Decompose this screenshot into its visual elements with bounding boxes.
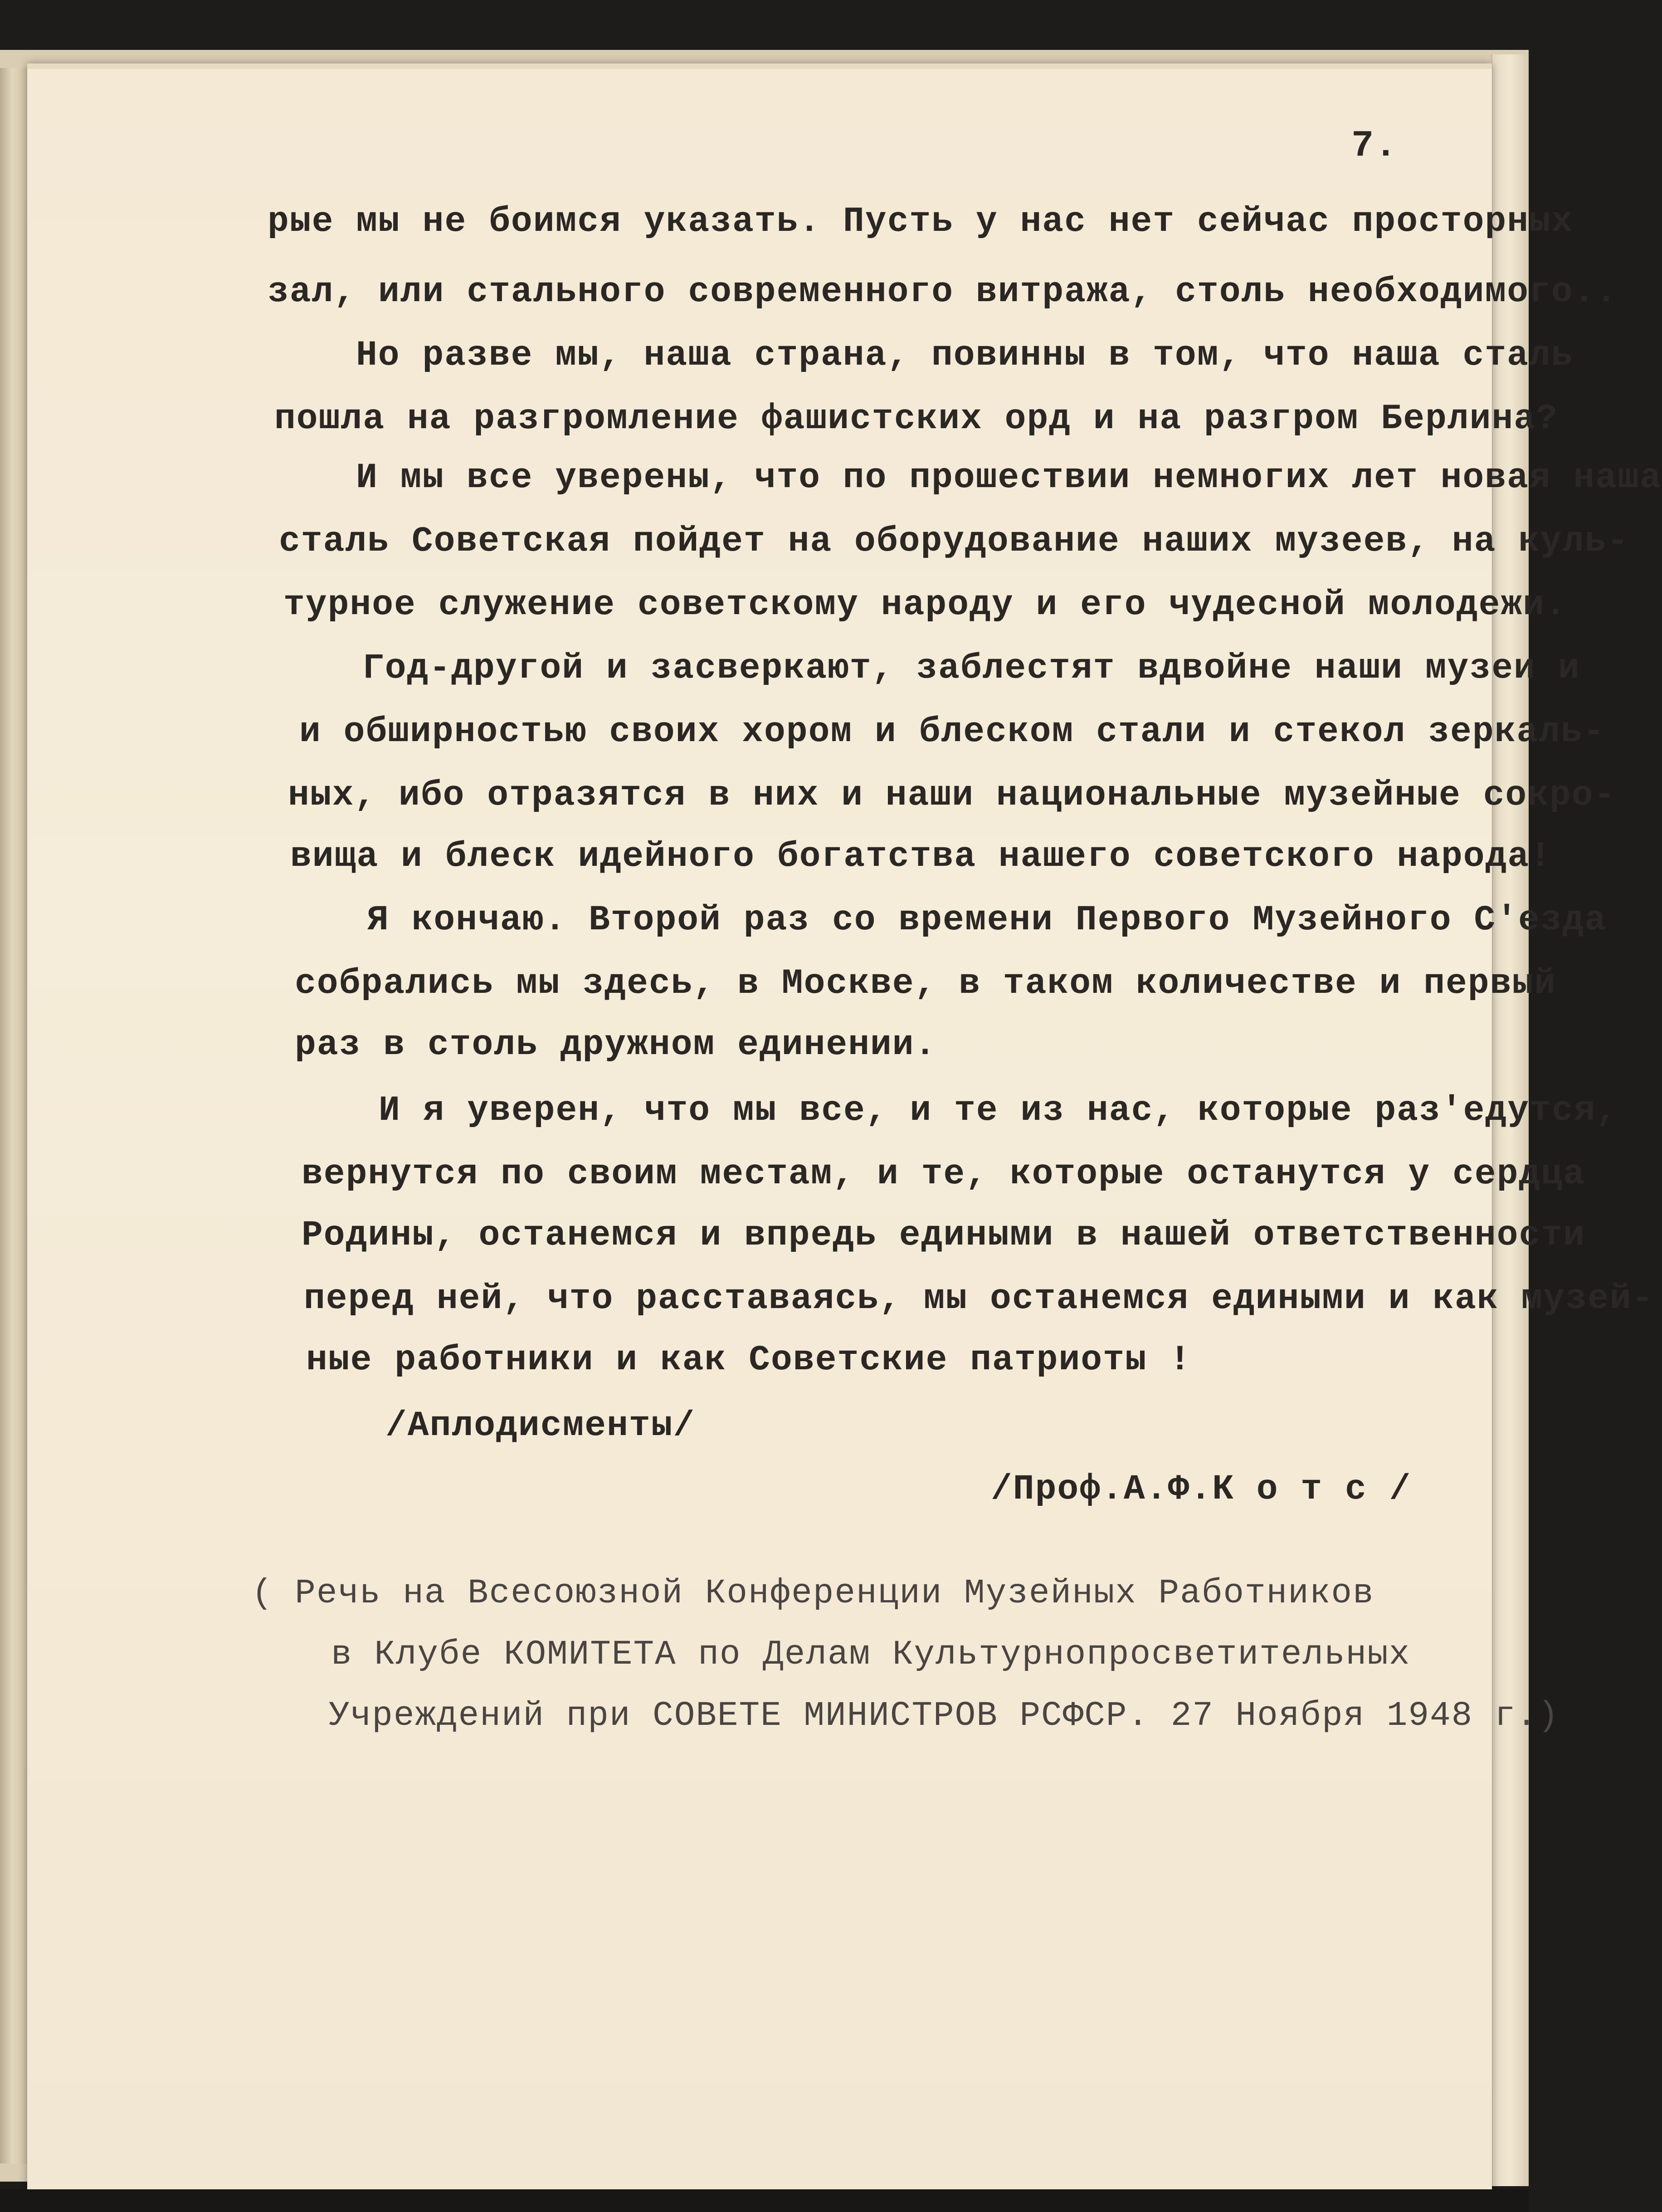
text-line-2: зал, или стального современного витража, столь необходимого.. bbox=[268, 272, 1618, 312]
text-line-11: вища и блеск идейного богатства нашего советского народа! bbox=[290, 837, 1552, 877]
text-line-18: перед ней, что расставаясь, мы останемся едиными и как музей- bbox=[304, 1279, 1654, 1319]
text-line-8: Год-другой и засверкают, заблестят вдвойне наши музеи и bbox=[363, 649, 1580, 689]
text-line-6: сталь Советская пойдет на оборудование наших музеев, на куль- bbox=[279, 522, 1629, 562]
text-line-4: пошла на разгромление фашистских орд и на разгром Берлина? bbox=[274, 399, 1558, 439]
text-line-5: И мы все уверены, что по прошествии немногих лет новая наша bbox=[356, 458, 1662, 498]
text-line-7: турное служение советскому народу и его чудесной молодежи. bbox=[283, 585, 1567, 625]
text-line-13: собрались мы здесь, в Москве, в таком количестве и первый bbox=[295, 964, 1557, 1004]
footnote-line-1: ( Речь на Всесоюзной Конференции Музейных Работников bbox=[252, 1574, 1374, 1613]
footnote-line-3: Учреждений при СОВЕТЕ МИНИСТРОВ РСФСР. 27 Ноября 1948 г.) bbox=[329, 1696, 1560, 1735]
text-line-19: ные работники и как Советские патриоты ! bbox=[306, 1340, 1192, 1380]
text-line-10: ных, ибо отразятся в них и наши национальные музейные сокро- bbox=[288, 776, 1616, 815]
text-line-9: и обширностью своих хором и блеском стали и стекол зеркаль- bbox=[299, 712, 1605, 752]
text-line-14: раз в столь дружном единении. bbox=[295, 1025, 937, 1065]
page-number: 7. bbox=[1351, 125, 1398, 167]
scan-bottom-border bbox=[0, 2189, 1529, 2212]
applause-note: /Аплодисменты/ bbox=[385, 1406, 696, 1446]
text-line-15: И я уверен, что мы все, и те из нас, которые раз'едутся, bbox=[379, 1091, 1618, 1131]
text-line-3: Но разве мы, наша страна, повинны в том, что наша сталь bbox=[356, 336, 1574, 376]
text-line-17: Родины, останемся и впредь едиными в нашей ответственности bbox=[302, 1216, 1585, 1255]
text-line-16: вернутся по своим местам, и те, которые останутся у сердца bbox=[302, 1154, 1585, 1194]
footnote-line-2: в Клубе КОМИТЕТА по Делам Культурнопросветительных bbox=[331, 1635, 1411, 1674]
text-line-12: Я кончаю. Второй раз со времени Первого Музейного С'езда bbox=[367, 900, 1607, 940]
page-stack-edge bbox=[0, 68, 27, 2163]
signature: /Проф.А.Ф.К о т с / bbox=[991, 1470, 1412, 1509]
text-line-1: рые мы не боимся указать. Пусть у нас нет сейчас просторных bbox=[268, 202, 1574, 242]
